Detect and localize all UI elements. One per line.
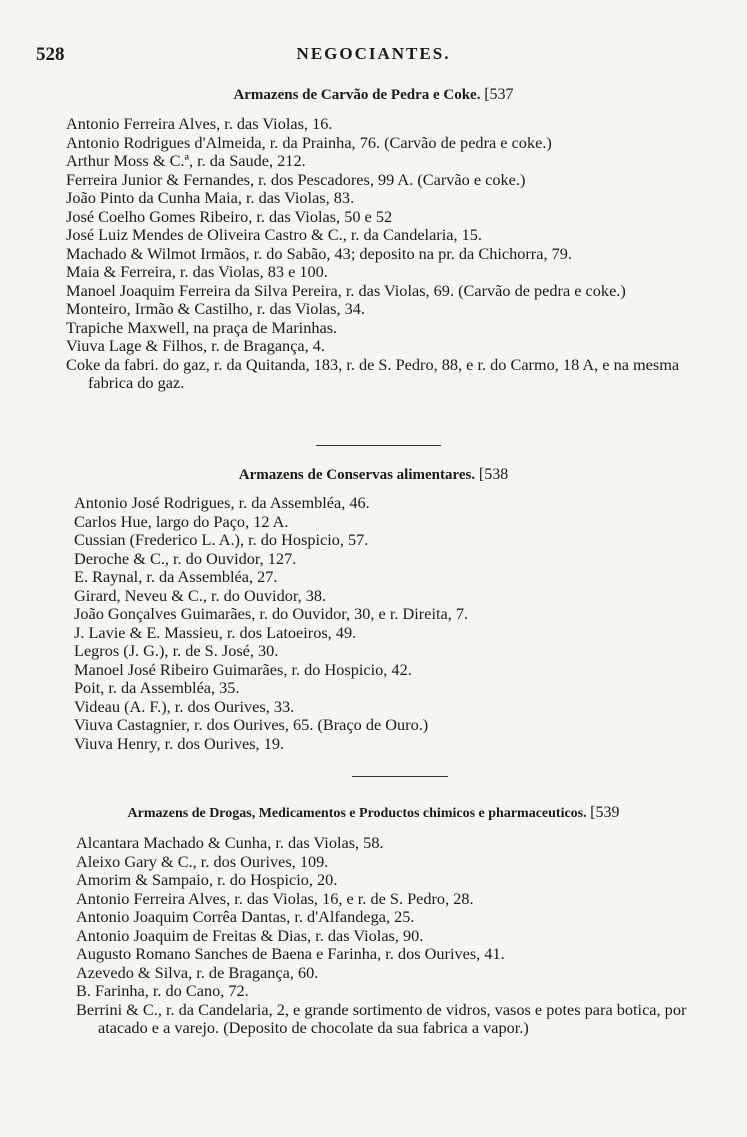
section-divider	[352, 776, 448, 777]
section-title: Armazens de Carvão de Pedra e Coke.	[233, 87, 481, 103]
list-item: José Coelho Gomes Ribeiro, r. das Violas, 50 e 52	[66, 206, 393, 226]
section-heading-drogas	[0, 804, 747, 822]
list-item: Antonio Rodrigues d'Almeida, r. da Prainha, 76. (Carvão de pedra e coke.)	[66, 132, 552, 152]
list-item: Trapiche Maxwell, na praça de Marinhas.	[66, 317, 338, 337]
section-ref: [539	[590, 804, 620, 821]
section-title: Armazens de Conservas alimentares.	[238, 467, 476, 483]
list-item: E. Raynal, r. da Assembléa, 27.	[74, 567, 278, 586]
list-item: J. Lavie & E. Massieu, r. dos Latoeiros, 49.	[74, 622, 357, 642]
section-heading-conservas	[0, 466, 747, 484]
section-divider	[316, 445, 441, 446]
list-item: Berrini & C., r. da Candelaria, 2, e grande sortimento de vidros, vasos e potes para botica, por atacado e a varejo. (Deposito de chocolate da sua fabrica a vapor.)	[76, 999, 687, 1037]
list-item: Antonio Joaquim Corrêa Dantas, r. d'Alfandega, 25.	[76, 907, 415, 926]
list-item: Antonio Ferreira Alves, r. das Violas, 16, e r. de S. Pedro, 28.	[76, 888, 474, 908]
list-item: Coke da fabri. do gaz, r. da Quitanda, 183, r. de S. Pedro, 88, e r. do Carmo, 18 A, e na mesma fabrica do gaz.	[66, 354, 680, 392]
list-item: Manoel José Ribeiro Guimarães, r. do Hospicio, 42.	[74, 659, 412, 679]
list-item: Amorim & Sampaio, r. do Hospicio, 20.	[76, 870, 338, 889]
list-item: Deroche & C., r. do Ouvidor, 127.	[74, 548, 297, 568]
section-ref: [537	[484, 86, 514, 103]
list-item: Arthur Moss & C.ª, r. da Saude, 212.	[66, 151, 306, 170]
list-item: Legros (J. G.), r. de S. José, 30.	[74, 641, 279, 660]
section-ref: [538	[478, 466, 509, 483]
list-item: Ferreira Junior & Fernandes, r. dos Pescadores, 99 A. (Carvão e coke.)	[66, 169, 526, 189]
list-item: Carlos Hue, largo do Paço, 12 A.	[74, 511, 289, 531]
list-item: Antonio Ferreira Alves, r. das Violas, 16.	[66, 114, 333, 133]
list-item: Manoel Joaquim Ferreira da Silva Pereira, r. das Violas, 69. (Carvão de pedra e coke.)	[66, 280, 626, 300]
list-item: José Luiz Mendes de Oliveira Castro & C., r. da Candelaria, 15.	[66, 225, 482, 244]
list-item: Videau (A. F.), r. dos Ourives, 33.	[74, 696, 295, 716]
list-item: João Pinto da Cunha Maia, r. das Violas, 83.	[66, 188, 355, 207]
list-item: Viuva Lage & Filhos, r. de Bragança, 4.	[66, 336, 326, 355]
list-item: Aleixo Gary & C., r. dos Ourives, 109.	[76, 851, 329, 871]
entry-list-conservas	[74, 494, 704, 753]
list-item: Cussian (Frederico L. A.), r. do Hospicio, 57.	[74, 530, 369, 549]
list-item: Machado & Wilmot Irmãos, r. do Sabão, 43; deposito na pr. da Chichorra, 79.	[66, 243, 572, 263]
list-item: Azevedo & Silva, r. de Bragança, 60.	[76, 962, 319, 982]
list-item: João Gonçalves Guimarães, r. do Ouvidor, 30, e r. Direita, 7.	[74, 604, 469, 623]
list-item: Viuva Henry, r. dos Ourives, 19.	[74, 733, 285, 753]
list-item: Monteiro, Irmão & Castilho, r. das Violas, 34.	[66, 299, 365, 318]
page-number: 528	[36, 44, 65, 65]
list-item: Augusto Romano Sanches de Baena e Farinha, r. dos Ourives, 41.	[76, 944, 505, 963]
list-item: Antonio José Rodrigues, r. da Assembléa, 46.	[74, 493, 370, 512]
list-item: Alcantara Machado & Cunha, r. das Violas, 58.	[76, 833, 384, 852]
entry-list-drogas	[76, 834, 704, 1038]
list-item: Poit, r. da Assembléa, 35.	[74, 678, 240, 697]
section-heading-carvao	[0, 86, 747, 104]
list-item: Girard, Neveu & C., r. do Ouvidor, 38.	[74, 585, 327, 605]
list-item: B. Farinha, r. do Cano, 72.	[76, 981, 249, 1000]
list-item: Viuva Castagnier, r. dos Ourives, 65. (Braço de Ouro.)	[74, 715, 429, 734]
entry-list-carvao	[66, 115, 698, 393]
running-title: NEGOCIANTES.	[296, 44, 451, 63]
section-title: Armazens de Drogas, Medicamentos e Productos chimicos e pharmaceuticos.	[127, 806, 587, 821]
list-item: Maia & Ferreira, r. das Violas, 83 e 100.	[66, 262, 328, 281]
list-item: Antonio Joaquim de Freitas & Dias, r. das Violas, 90.	[76, 925, 424, 945]
